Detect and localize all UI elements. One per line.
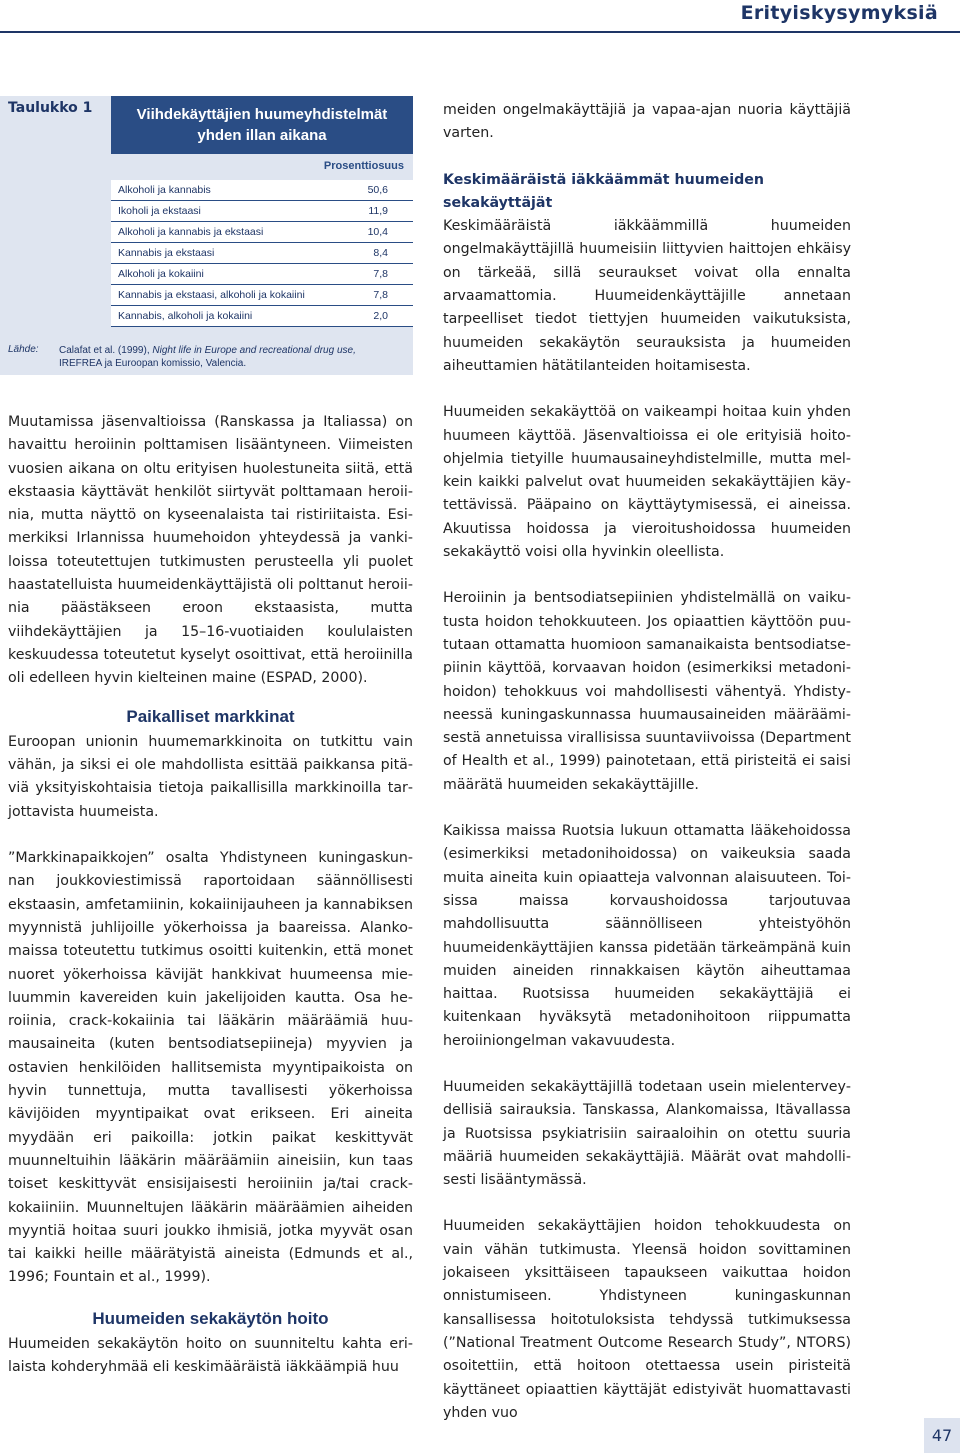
table-title [111,96,413,154]
table-row [111,285,413,306]
table-row [111,201,413,222]
paragraph: Euroopan unionin huumemarkkinoita on tutkittu vain vähän, ja siksi ei ole mahdollista esittää paikkansa pitäviä yksityiskohtaisia tietoja paikallisilla markkinoilla tarjottavista huumeista. [8,733,413,820]
table-row [111,222,413,243]
paragraph: ”Markkinapaikkojen” osalta Yhdistyneen kuningaskunnan joukkoviestimissä raportoidaan säännöllisesti ekstaasin, amfetamiinin, kokaiinijauheen ja kannabiksen myynnistä juhlijoille yökerhoissa ja baareissa. Alankomaissa toteutettu tutkimus osoitti kuitenkin, että monet nuoret yökerhoissa kävijät hankkivat huumeensa mieluummin kavereiden kuin jakelijoiden kautta. Osa heroiinia, crack-kokaiinia tai lääkärin määräämiä huumausaineita (kuten bentsodiatsepiineja) myyvien ja ostavien henkilöiden hallitsemista myyntipaikoista on hyvin tunnettuja, mutta tavallisesti yökerhoissa kävijöiden myyntipaikat ovat erikseen. Eri aineita myydään eri paikoilla: jotkin paikat keskittyvät muunneltuihin lääkärin määräämiin aineisiin, kun taas toiset keskittyvät ensisijaisesti heroiiniin ja/tai crack-kokaiiniin. Muunneltujen lääkärin määräämien aiheiden myyntiä hoitaa suuri joukko ihmisiä, jotka myyvät osan tai kaikki heille määrätyistä aineista (Edmunds et al., 1996; Fountain et al., 1999). [8,850,413,1286]
row-value: 10,4 [367,226,388,238]
paragraph: Huumeiden sekakäyttäjillä todetaan usein mielenterveydellisiä sairauksia. Tanskassa, Alankomaissa, Itävallassa ja Ruotsissa psykiatrisiin sairaaloihin on otettu suuria määriä huumeiden sekakäyttäjiä. Määrät ovat mahdollisesti lisääntymässä. [443,1078,851,1189]
paragraph: Huumeiden sekakäyttäjien hoidon tehokkuudesta on vain vähän tutkimusta. Yleensä hoidon sovittaminen jokaiseen yksittäiseen tapaukseen vaikuttaa hoidon onnistumiseen. Yhdistyneen kuningaskunnan kansallisessa hoitotuloksista tehdyssä tutkimuksessa (”National Treatment Outcome Research Study”, NTORS) osoitettiin, että hoitoon otettaessa usein piristeitä käyttäneet opiaattien käyttäjät edistyivät huomattavasti yhden vuo [443,1218,851,1421]
source-title: Night life in Europe and recreational drug use, [152,345,356,356]
row-value: 2,0 [373,310,388,322]
row-label: Ikoholi ja ekstaasi [118,205,201,217]
table-title-line2: yhden illan aikana [197,127,327,144]
source-label: Lähde: [8,344,39,355]
table-row [111,264,413,285]
table-box [0,96,413,375]
row-value: 8,4 [373,247,388,259]
paragraph: meiden ongelmakäyttäjiä ja vapaa-ajan nuoria käyttäjiä varten. [443,102,851,142]
header-rule [0,31,960,33]
paragraph: Keskimääräistä iäkkäämmillä huumeiden ongelmakäyttäjillä huumeisiin liittyvien haittojen ehkäisy on tärkeää, sillä seuraukset voivat olla ennalta arvaamattomia. Huumeidenkäyttäjille annetaan tarpeelliset tiedot tiettyjen huumeiden vaikutuksista, huumeiden sekakäytön seurauksista ja huumeiden aiheuttamien hätätilanteiden hoitamisesta. [443,218,851,374]
section-title: Erityiskysymyksiä [740,2,938,24]
source-citation [59,344,401,370]
table-label: Taulukko 1 [8,100,93,116]
column-header: Prosenttiosuus [323,160,404,172]
source-pre: Calafat et al. (1999), [59,345,150,356]
page-number: 47 [924,1418,960,1453]
paragraph: Kaikissa maissa Ruotsia lukuun ottamatta lääkehoidossa (esimerkiksi metadonihoidossa) on vaikeuksia saada muita aineita kuin opiaatteja valvonnan alaisuuteen. Toisissa maissa korvaushoidossa tarjoutuvaa mahdollisuutta säännölliseen yhteistyöhön huumeidenkäyttäjien kanssa pidetään tärkeämpänä kuin muiden aineiden rinnakkaisen käytön aiheuttamaa haittaa. Ruotsissa huumeiden sekakäyttäjiä ei kuitenkaan hyväksytä metadonihoitoon riippumatta heroiiniongelman vakavuudesta. [443,823,851,1049]
row-label: Alkoholi ja kokaiini [118,268,204,280]
paragraph: Huumeiden sekakäyttöä on vaikeampi hoitaa kuin yhden huumeen käyttöä. Jäsenvaltioissa ei ole erityisiä hoitoohjelmia tietyille huumausaineyhdistelmille, mutta melkein kaikki palvelut ovat huumeiden sekakäyttäjien käytettävissä. Pääpaino on käyttäytymisessä, ei aineissa. Akuutissa hoidossa ja vieroitushoidossa huumeiden sekakäyttö voisi olla hyvinkin oleellista. [443,404,851,561]
section-heading: Huumeiden sekakäytön hoito [92,1308,329,1328]
right-column [443,99,851,1425]
table-rows [111,180,413,327]
row-value: 11,9 [368,205,388,217]
table-row [111,306,413,327]
row-label: Kannabis ja ekstaasi [118,247,215,259]
source-post: IREFREA ja Euroopan komissio, Valencia. [59,358,247,369]
section-heading: Paikalliset markkinat [126,706,295,726]
row-label: Kannabis, alkoholi ja kokaiini [118,310,253,322]
row-label: Alkoholi ja kannabis ja ekstaasi [118,226,264,238]
paragraph: Muutamissa jäsenvaltioissa (Ranskassa ja Italiassa) on havaittu heroiinin polttamisen lisääntyneen. Viimeisten vuosien aikana on oltu erityisen huolestuneita siitä, että ekstaasia käyttävät henkilöt siirtyvät polttamaan heroiinia, mutta näyttö on kyseenalaista tai ristiriitaista. Esimerkiksi Irlannissa huumehoidon yhteydessä ja vankiloissa toteutettujen tutkimusten perusteella yli puolet haastatelluista huumeidenkäyttäjistä oli polttanut heroiinia päästäkseen eroon ekstaasista, mutta viihdekäyttäjien ja 15–16-vuotiaiden koululaisten keskuudessa toteutetut kyselyt osoittivat, että heroiinilla oli edelleen hyvin kielteinen maine (ESPAD, 2000). [8,414,413,687]
paragraph: Huumeiden sekakäytön hoito on suunniteltu kahta erilaista kohderyhmää eli keskimääräistä iäkkäämpiä huu [8,1335,413,1376]
page-header [0,0,960,30]
table-row [111,180,413,201]
subsection-heading: Keskimääräistä iäkkäämmät huumeiden sekakäyttäjät [443,171,764,211]
row-label: Alkoholi ja kannabis [118,184,211,196]
row-value: 7,8 [373,289,388,301]
table-title-line1: Viihdekäyttäjien huumeyhdistelmät [136,106,388,123]
row-value: 50,6 [367,184,388,196]
table-row [111,243,413,264]
paragraph: Heroiinin ja bentsodiatsepiinien yhdistelmällä on vaikutusta hoidon tehokkuuteen. Jos opiaattien käyttöön puututaan ottamatta huomioon samanaikaista bentsodiatsepiinin käyttöä, korvaavan hoidon (esimerkiksi metadonihoidon) tehokkuus voi mahdollisesti vähentyä. Yhdistyneessä kuningaskunnassa huumausaineiden määräämisestä annetuissa virallisissa suuntaviivoissa (Department of Health et al., 1999) painotetaan, että piristeitä ei saisi määrätä huumeiden sekakäyttäjille. [443,590,851,793]
row-label: Kannabis ja ekstaasi, alkoholi ja kokaiini [118,289,305,301]
left-column [8,411,413,1380]
row-value: 7,8 [373,268,388,280]
